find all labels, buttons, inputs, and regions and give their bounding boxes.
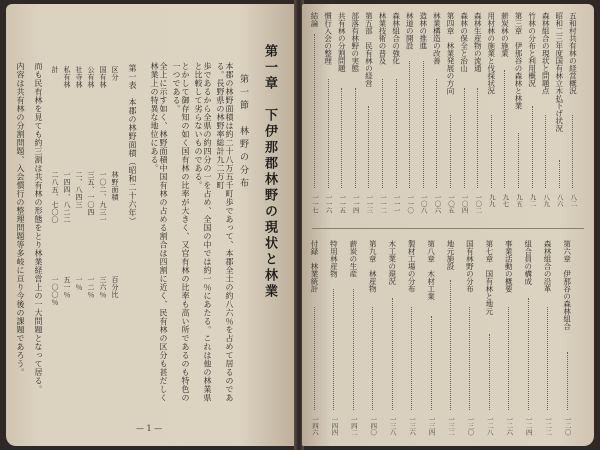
toc-page-number: 一二四 [524,416,533,436]
toc-entry-title: 森林生産物の流通 [473,12,483,72]
toc-page-number: 一二八 [485,416,494,436]
toc-entry-title: 第六章 伊那谷の森林組合 [562,240,572,330]
toc-entry-title: 薪炭林の施業 [500,12,510,57]
toc-leader-dots [545,115,547,188]
right-page [302,4,594,446]
toc-page-number: 一四二 [349,416,358,436]
table-cell: 三五、一〇四 [87,171,95,216]
toc-entry-title: 森林組合の沿革 [543,240,553,293]
table-cell: 国有林 [99,66,107,89]
toc-entry-title: 特用林産物 [329,240,339,278]
toc-entry-title: 第七章 国有林と地元 [484,240,494,315]
toc-entry-title: 林業技術の普及 [378,12,387,65]
toc-page-number: 八六 [555,194,564,207]
toc-leader-dots [567,352,569,410]
table-col-header: 区分 [111,66,119,81]
toc-leader-dots [504,70,506,188]
toc-leader-dots [491,115,493,188]
toc-leader-dots [532,106,534,188]
toc-entry-title: 木工業の現況 [387,240,397,285]
table-cell: 一〇二、九三一 [99,171,107,224]
toc-entry-title: 森林組合の現状と問題点 [541,12,551,95]
section-title: 第一節 林野の分布 [238,74,248,191]
toc-leader-dots [423,61,425,188]
toc-entry-title: 共有林の分割問題 [337,12,347,72]
toc-entry-title: 付録 林業統計 [310,240,319,293]
toc-leader-dots [528,298,530,410]
toc-entry-title: 森林組合の強化 [391,12,401,65]
toc-leader-dots [436,79,438,188]
table-col-header: 百分比 [111,276,119,299]
toc-page-number: 一一七 [311,194,319,214]
toc-page-number: 九九 [487,194,496,207]
toc-entry-title: 竹林の分布と利用概況 [527,12,537,87]
table-cell: 二八五、七〇〇 [51,171,59,224]
toc-page-number: 一三〇 [466,416,475,436]
chapter-title: 第一章 下伊那郡林野の現状と林業 [262,44,277,300]
toc-leader-dots [314,307,316,410]
toc-lower [302,232,594,446]
footer-line: 而も民有林を見ても約三割は共有林の形態をとり林業経営上の一大問題となって居る。 [34,62,43,394]
toc-page-number: 八九 [542,194,551,207]
body-line: 歩であるから全県の約四分の一を占め、全国の中では約一％にあたる。これは他の林業県と比較して劣らないものである。 [194,62,212,402]
toc-leader-dots [450,115,452,188]
toc-page-number: 一四〇 [369,416,378,436]
toc-entry-title: 林業構造の改善 [432,12,442,65]
toc-entry-title: 地元施設 [446,240,455,270]
toc-page-number: 一一四 [351,194,360,214]
toc-leader-dots [372,307,374,410]
toc-leader-dots [355,88,357,188]
toc-leader-dots [396,79,398,188]
toc-entry-title: 第九章 林産物 [368,240,378,293]
toc-page-number: 一〇二 [474,194,483,214]
body-line: 本郡の林野面積は約二十八万五千町歩であって、本郡全土の約八六％を占めて居るのである。長野県の林野率総計九二万町 [216,62,234,402]
toc-leader-dots [547,307,549,410]
divider [312,228,584,229]
toc-leader-dots [341,88,343,188]
toc-page-number: 一四六 [311,416,319,436]
toc-entry-title: 部落有林野の実態 [350,12,360,72]
toc-page-number: 一四四 [330,416,339,436]
toc-entry-title: 造林の推進 [418,12,428,50]
toc-entry-title: 第八章 木材工業 [426,240,436,300]
toc-page-number: 一〇五 [447,194,455,214]
toc-page-number: 一二〇 [563,416,572,436]
toc-page-number: 一一一 [392,194,401,214]
toc-leader-dots [489,334,491,410]
table-cell: 社寺林 [75,66,83,89]
table-cell: 公有林 [87,66,95,89]
footer-line: 内容は共有林の分割問題、入会慣行の整理問題等多岐に亘り今後の課題であろう。 [16,62,25,377]
table-cell: 一二％ [87,276,95,299]
toc-page-number: 八二 [569,194,578,207]
toc-entry-title: 五和村共有林の経営概況 [568,12,578,95]
toc-entry-title: 林道の開設 [405,12,415,50]
toc-entry-title: 第四章 林業発展の方向 [446,12,455,95]
toc-leader-dots [450,280,452,410]
toc-page-number: 九五 [515,194,523,207]
toc-leader-dots [328,79,330,188]
toc-entry-title: 組合員の構成 [523,240,533,285]
toc-page-number: 一三六 [408,416,417,436]
toc-page-number: 一一〇 [406,194,415,214]
toc-page-number: 九七 [501,194,510,207]
toc-leader-dots [314,34,316,188]
toc-leader-dots [518,133,520,188]
toc-leader-dots [382,79,384,188]
toc-page-number: 一二六 [505,416,514,436]
toc-entry-title: 結論 [310,12,319,27]
toc-leader-dots [508,307,510,410]
toc-page-number: 九二 [528,194,537,207]
toc-leader-dots [411,307,413,410]
toc-page-number: 一一三 [365,194,374,214]
toc-entry-title: 昭和二三年度国有林立木払下げ状況 [554,12,564,132]
toc-page-number: 一三四 [427,416,436,436]
toc-page-number: 一三二 [447,416,455,436]
table-cell: 私有林 [63,66,71,89]
toc-leader-dots [464,88,466,188]
table-cell: 一四四、八二二 [63,171,71,224]
toc-upper [302,4,594,224]
toc-entry-title: 製材工場の分布 [407,240,417,293]
toc-page-number: 一〇四 [460,194,469,214]
toc-entry-title: 森林の保全と治山 [459,12,469,72]
table-cell: 計 [51,66,59,74]
left-page [6,4,296,446]
toc-entry-title: 薪炭の生産 [348,240,358,278]
toc-leader-dots [353,289,355,410]
toc-page-number: 一二二 [544,416,553,436]
toc-entry-title: 第五部 民有林の経営 [364,12,374,87]
toc-entry-title: 慣行入会の整理 [323,12,333,65]
toc-leader-dots [559,160,561,188]
toc-leader-dots [392,298,394,410]
toc-page-number: 一一二 [379,194,387,214]
toc-leader-dots [333,289,335,410]
table-col-header: 林野面積 [111,171,119,201]
body-line: 全上に示す如く、林野面積中国有林の占める割合は四割に近く、民有林の区分も甚だしく林業上の特異な地位にある。 [150,62,168,402]
toc-entry-title: 用材林の施業と伐採状況 [486,12,496,95]
toc-entry-title: 第三章 伊那谷の森林と林業 [514,12,523,110]
toc-entry-title: 国有林野の分布 [465,240,475,293]
table-cell: 三六％ [99,276,107,299]
table-cell: 一〇〇％ [51,276,59,306]
toc-page-number: 一一五 [338,194,347,214]
toc-leader-dots [572,115,574,188]
page-number: — 1 — [136,424,163,433]
toc-page-number: 一〇八 [419,194,428,214]
toc-page-number: 一一六 [324,194,333,214]
toc-leader-dots [368,106,370,188]
table-cell: 一％ [75,276,83,291]
table-cell: 五一％ [63,276,71,299]
toc-page-number: 一〇六 [433,194,442,214]
toc-leader-dots [469,307,471,410]
body-line: とかして御存知の如く国有林の比率が大きく、又官有林の比率も高い所であるのも特色の一つである。 [172,62,190,402]
toc-leader-dots [409,61,411,188]
toc-leader-dots [431,316,433,410]
toc-page-number: 一三八 [388,416,397,436]
toc-leader-dots [477,88,479,188]
area-table [52,62,122,382]
toc-entry-title: 事業活動の概要 [504,240,514,293]
table-cell: 二、八四三 [75,171,83,209]
table-header: 第一表 本郡の林野面積（昭和二十六年） [128,64,137,226]
